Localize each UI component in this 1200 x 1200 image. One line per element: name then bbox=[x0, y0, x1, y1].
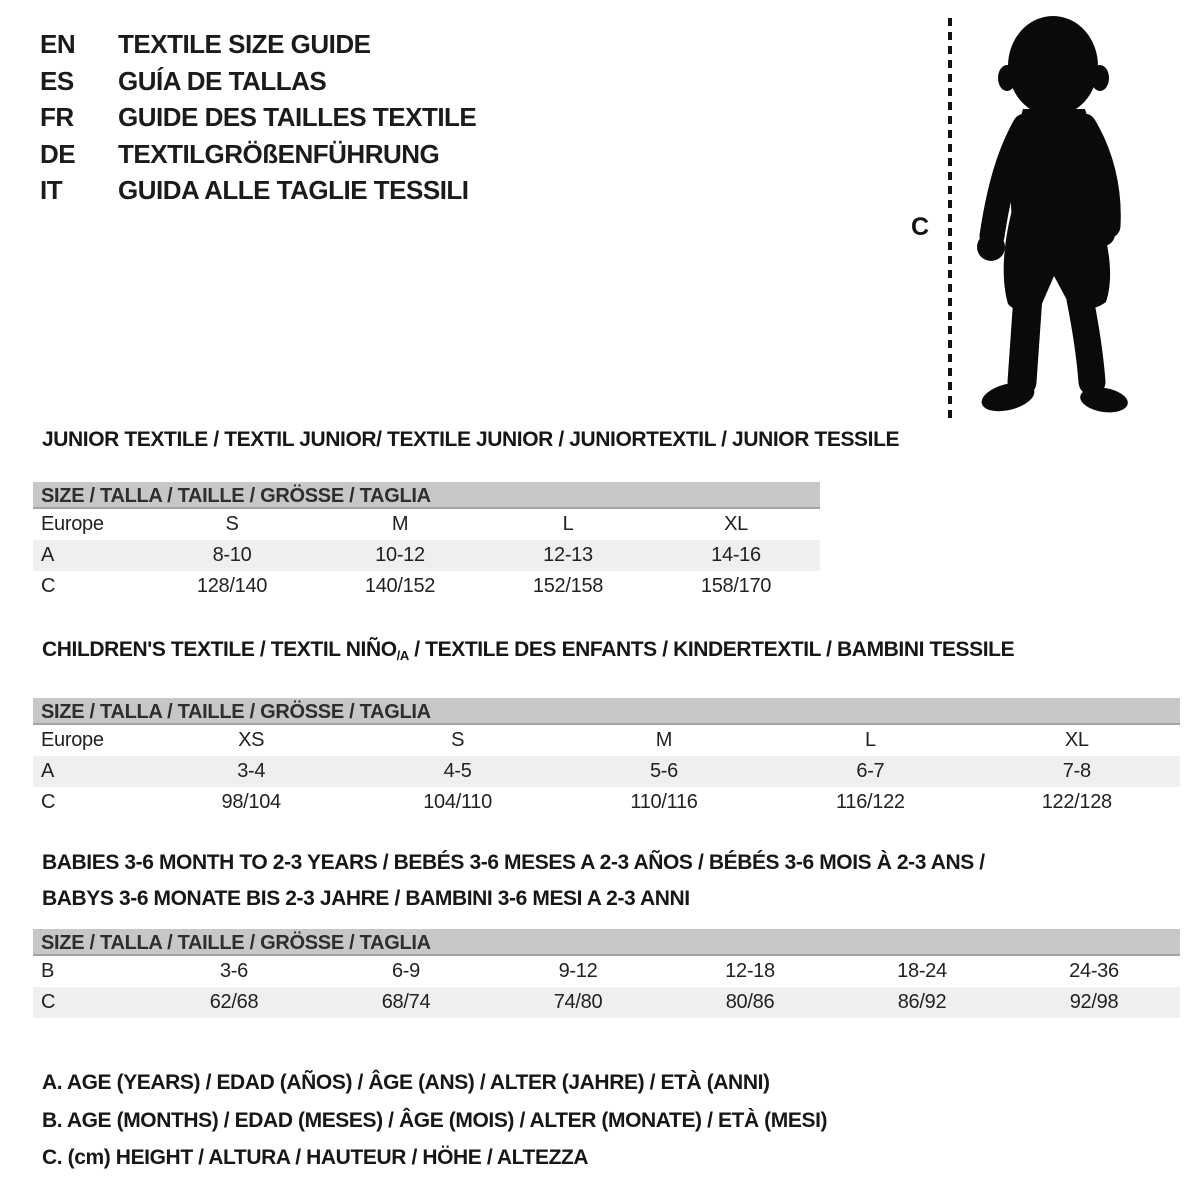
height-value: 110/116 bbox=[630, 791, 698, 813]
table-row-height bbox=[33, 571, 820, 602]
row-label: Europe bbox=[41, 729, 104, 751]
table-row-height bbox=[33, 987, 1180, 1018]
language-code: FR bbox=[40, 102, 74, 133]
size-value: S bbox=[451, 729, 465, 751]
legend-age-years: A. AGE (YEARS) / EDAD (AÑOS) / ÂGE (ANS) / ALTER (JAHRE) / ETÀ (ANNI) bbox=[42, 1071, 770, 1094]
size-table-header: SIZE / TALLA / TAILLE / GRÖSSE / TAGLIA bbox=[33, 929, 1180, 956]
language-title-list bbox=[40, 26, 476, 209]
height-value: 140/152 bbox=[364, 575, 436, 597]
age-months-value: 18-24 bbox=[897, 960, 947, 982]
language-code: DE bbox=[40, 138, 76, 169]
language-code: IT bbox=[40, 175, 63, 206]
junior-size-table bbox=[33, 482, 820, 602]
height-value: 104/110 bbox=[423, 791, 492, 813]
babies-size-table bbox=[33, 929, 1180, 1018]
section-junior-textile bbox=[33, 428, 900, 602]
height-value: 62/68 bbox=[209, 991, 259, 1013]
junior-section-title: JUNIOR TEXTILE / TEXTIL JUNIOR/ TEXTILE JUNIOR / JUNIORTEXTIL / JUNIOR TESSILE bbox=[42, 428, 900, 451]
language-row-fr bbox=[40, 99, 476, 136]
section-childrens-textile bbox=[33, 638, 1180, 818]
height-value: 92/98 bbox=[1069, 991, 1119, 1013]
legend-age-months: B. AGE (MONTHS) / EDAD (MESES) / ÂGE (MOIS) / ALTER (MONATE) / ETÀ (MESI) bbox=[42, 1108, 828, 1132]
age-value: 10-12 bbox=[375, 544, 425, 566]
title-text: CHILDREN'S TEXTILE / TEXTIL NIÑO bbox=[42, 638, 397, 661]
age-value: 6-7 bbox=[856, 760, 885, 782]
age-value: 8-10 bbox=[212, 544, 252, 566]
language-code: ES bbox=[40, 65, 74, 96]
size-table-header: SIZE / TALLA / TAILLE / GRÖSSE / TAGLIA bbox=[33, 482, 820, 509]
height-value: 80/86 bbox=[725, 991, 775, 1013]
height-measure-label: C bbox=[911, 213, 930, 241]
height-value: 86/92 bbox=[897, 991, 947, 1013]
height-value: 116/122 bbox=[836, 791, 905, 813]
row-label: B bbox=[41, 960, 55, 982]
height-value: 74/80 bbox=[553, 991, 603, 1013]
age-months-value: 24-36 bbox=[1069, 960, 1119, 982]
height-value: 68/74 bbox=[381, 991, 431, 1013]
age-months-value: 12-18 bbox=[725, 960, 775, 982]
size-value: M bbox=[655, 729, 673, 751]
babies-section-title bbox=[42, 845, 1180, 917]
title-subscript: /A bbox=[396, 648, 409, 663]
language-code: EN bbox=[40, 29, 76, 59]
row-label: C bbox=[41, 791, 56, 813]
size-value: XL bbox=[724, 513, 748, 535]
language-row-it bbox=[40, 172, 476, 209]
age-value: 12-13 bbox=[543, 544, 593, 566]
size-value: XS bbox=[238, 729, 265, 751]
height-value: 152/158 bbox=[532, 575, 604, 597]
age-months-value: 9-12 bbox=[558, 960, 598, 982]
language-title: TEXTILE SIZE GUIDE bbox=[118, 29, 371, 59]
row-label: A bbox=[41, 760, 55, 782]
height-value: 98/104 bbox=[221, 791, 281, 813]
age-value: 7-8 bbox=[1062, 760, 1091, 782]
size-value: L bbox=[562, 513, 574, 535]
childrens-section-title bbox=[42, 638, 1180, 668]
age-value: 14-16 bbox=[711, 544, 761, 566]
age-months-value: 6-9 bbox=[391, 960, 420, 982]
title-text: / TEXTILE DES ENFANTS / KINDERTEXTIL / BAMBINI TESSILE bbox=[408, 638, 1015, 661]
language-row-de bbox=[40, 136, 476, 173]
row-label: C bbox=[41, 991, 56, 1013]
row-label: C bbox=[41, 575, 56, 597]
language-title: GUÍA DE TALLAS bbox=[118, 65, 327, 96]
table-row-age-months bbox=[33, 956, 1180, 987]
table-row-europe bbox=[33, 509, 820, 540]
table-row-age bbox=[33, 756, 1180, 787]
size-value: S bbox=[225, 513, 239, 535]
babies-title-line-2: BABYS 3-6 MONATE BIS 2-3 JAHRE / BAMBINI 3-6 MESI A 2-3 ANNI bbox=[42, 887, 690, 910]
age-months-value: 3-6 bbox=[219, 960, 248, 982]
row-label: Europe bbox=[41, 513, 104, 535]
section-babies-textile bbox=[33, 845, 1180, 1018]
size-value: M bbox=[391, 513, 409, 535]
language-title: TEXTILGRÖßENFÜHRUNG bbox=[118, 138, 440, 169]
childrens-size-table bbox=[33, 698, 1180, 818]
height-value: 158/170 bbox=[700, 575, 772, 597]
language-row-en bbox=[40, 26, 476, 63]
babies-title-line-1: BABIES 3-6 MONTH TO 2-3 YEARS / BEBÉS 3-6 MESES A 2-3 AÑOS / BÉBÉS 3-6 MOIS À 2-3 ANS / bbox=[42, 851, 985, 874]
table-row-height bbox=[33, 787, 1180, 818]
language-row-es bbox=[40, 63, 476, 100]
size-table-header: SIZE / TALLA / TAILLE / GRÖSSE / TAGLIA bbox=[33, 698, 1180, 725]
language-title: GUIDA ALLE TAGLIE TESSILI bbox=[118, 175, 469, 206]
toddler-silhouette-icon bbox=[963, 14, 1139, 418]
height-value: 122/128 bbox=[1041, 791, 1112, 813]
legend-height-cm: C. (cm) HEIGHT / ALTURA / HAUTEUR / HÖHE / ALTEZZA bbox=[42, 1146, 589, 1169]
age-value: 5-6 bbox=[649, 760, 678, 782]
size-value: XL bbox=[1064, 729, 1089, 751]
table-row-europe bbox=[33, 725, 1180, 756]
measurement-legend bbox=[42, 1064, 827, 1177]
age-value: 4-5 bbox=[443, 760, 472, 782]
table-row-age bbox=[33, 540, 820, 571]
height-value: 128/140 bbox=[196, 575, 268, 597]
age-value: 3-4 bbox=[237, 760, 266, 782]
size-value: L bbox=[864, 729, 876, 751]
height-dashed-line bbox=[948, 18, 952, 418]
height-figure bbox=[905, 12, 1161, 422]
row-label: A bbox=[41, 544, 55, 566]
language-title: GUIDE DES TAILLES TEXTILE bbox=[118, 102, 477, 133]
